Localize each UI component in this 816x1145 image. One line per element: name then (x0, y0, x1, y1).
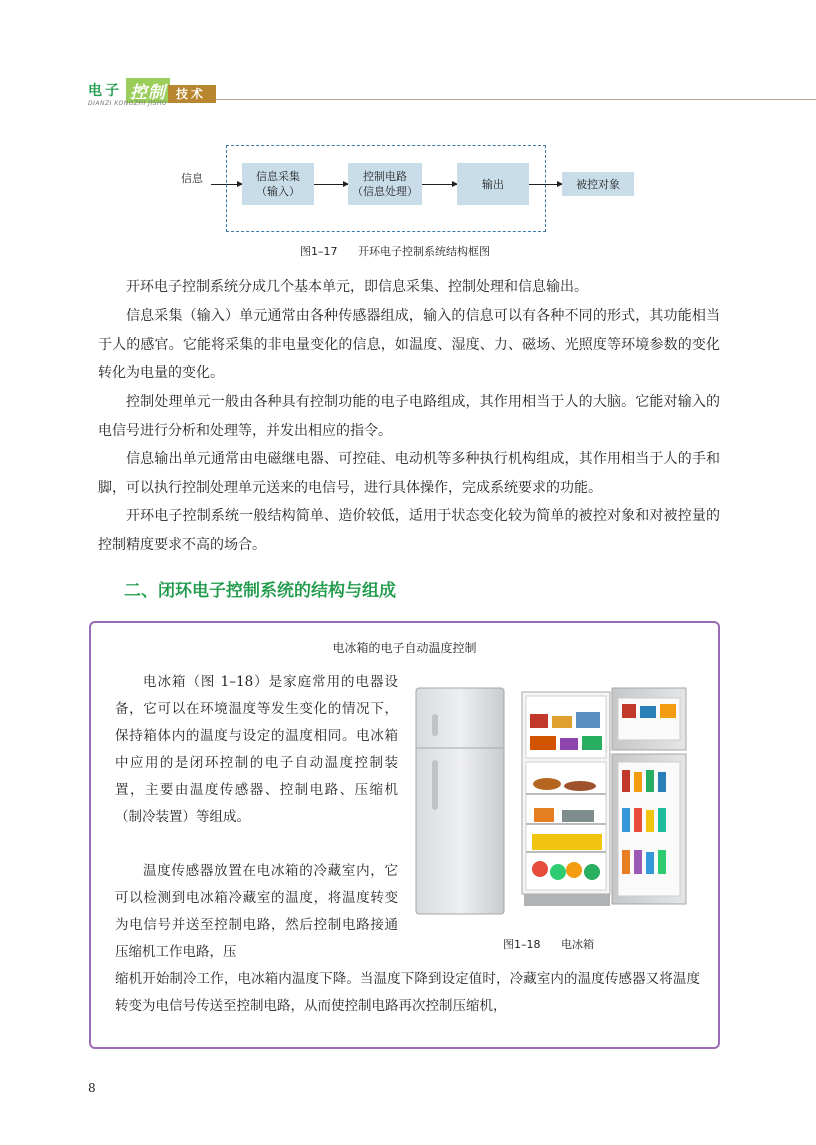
block-output-label: 输出 (482, 177, 504, 191)
block-info-collect-line2: （输入） (256, 185, 300, 198)
diagram-caption-text: 开环电子控制系统结构框图 (358, 245, 490, 258)
header-title-part2: 控制 (126, 78, 170, 103)
paragraph-5: 开环电子控制系统一般结构简单、造价较低，适用于状态变化较为简单的被控对象和对被控量的控制精度要求不高的场合。 (98, 508, 720, 553)
block-controlled-object-label: 被控对象 (576, 177, 620, 191)
figure-caption-num: 图1–18 (503, 938, 541, 951)
box-title: 电冰箱的电子自动温度控制 (332, 641, 477, 655)
header-title-part1: 电子 (88, 83, 122, 99)
fridge-image (412, 684, 690, 918)
block-control-circuit (348, 163, 422, 205)
diagram-caption-num: 图1–17 (300, 245, 338, 258)
block-info-collect (242, 163, 314, 205)
paragraph-3: 控制处理单元一般由各种具有控制功能的电子电路组成，其作用相当于人的大脑。它能对输入的电信号进行分析和处理等，并发出相应的指令。 (98, 394, 720, 439)
block-info-collect-line1: 信息采集 (256, 170, 300, 183)
paragraph-4: 信息输出单元通常由电磁继电器、可控硅、电动机等多种执行机构组成，其作用相当于人的手和脚，可以执行控制处理单元送来的电信号，进行具体操作，完成系统要求的功能。 (98, 451, 720, 496)
block-control-line1: 控制电路 (363, 170, 407, 183)
arrow-2-3 (422, 184, 457, 185)
box-paragraph-2b: 缩机开始制冷工作，电冰箱内温度下降。当温度下降到设定值时，冷藏室内的温度传感器又将温度转变为电信号传送至控制电路，从而使控制电路再次控制压缩机， (115, 971, 700, 1014)
block-diagram (0, 0, 816, 260)
paragraph-1: 开环电子控制系统分成几个基本单元，即信息采集、控制处理和信息输出。 (126, 279, 588, 295)
diagram-input-label: 信息 (181, 172, 203, 185)
arrow-3-4 (529, 184, 562, 185)
box-paragraph-2a: 温度传感器放置在电冰箱的冷藏室内，它可以检测到电冰箱冷藏室的温度，将温度转变为电信号并送至控制电路，然后控制电路接通压缩机工作电路，压 (115, 863, 398, 960)
block-controlled-object (562, 172, 634, 196)
section-heading: 二、闭环电子控制系统的结构与组成 (124, 581, 396, 601)
figure-caption-text: 电冰箱 (561, 938, 594, 951)
paragraph-2: 信息采集（输入）单元通常由各种传感器组成，输入的信息可以有各种不同的形式，其功能相当于人的感官。它能将采集的非电量变化的信息，如温度、湿度、力、磁场、光照度等环境参数的变化转化为电量的变化。 (98, 308, 720, 381)
header-subtitle: DIANZI KONGZHI JISHU (88, 100, 167, 107)
block-control-line2: （信息处理） (352, 185, 418, 198)
page-number: 8 (88, 1081, 96, 1095)
block-output (457, 163, 529, 205)
box-paragraph-1: 电冰箱（图 1–18）是家庭常用的电器设备，它可以在环境温度等发生变化的情况下，保持箱体内的温度与设定的温度相同。电冰箱中应用的是闭环控制的电子自动温度控制装置，主要由温度传感器、控制电路、压缩机（制冷装置）等组成。 (115, 674, 398, 825)
arrow-1-2 (314, 184, 348, 185)
header-title-part3: 技术 (168, 85, 216, 103)
